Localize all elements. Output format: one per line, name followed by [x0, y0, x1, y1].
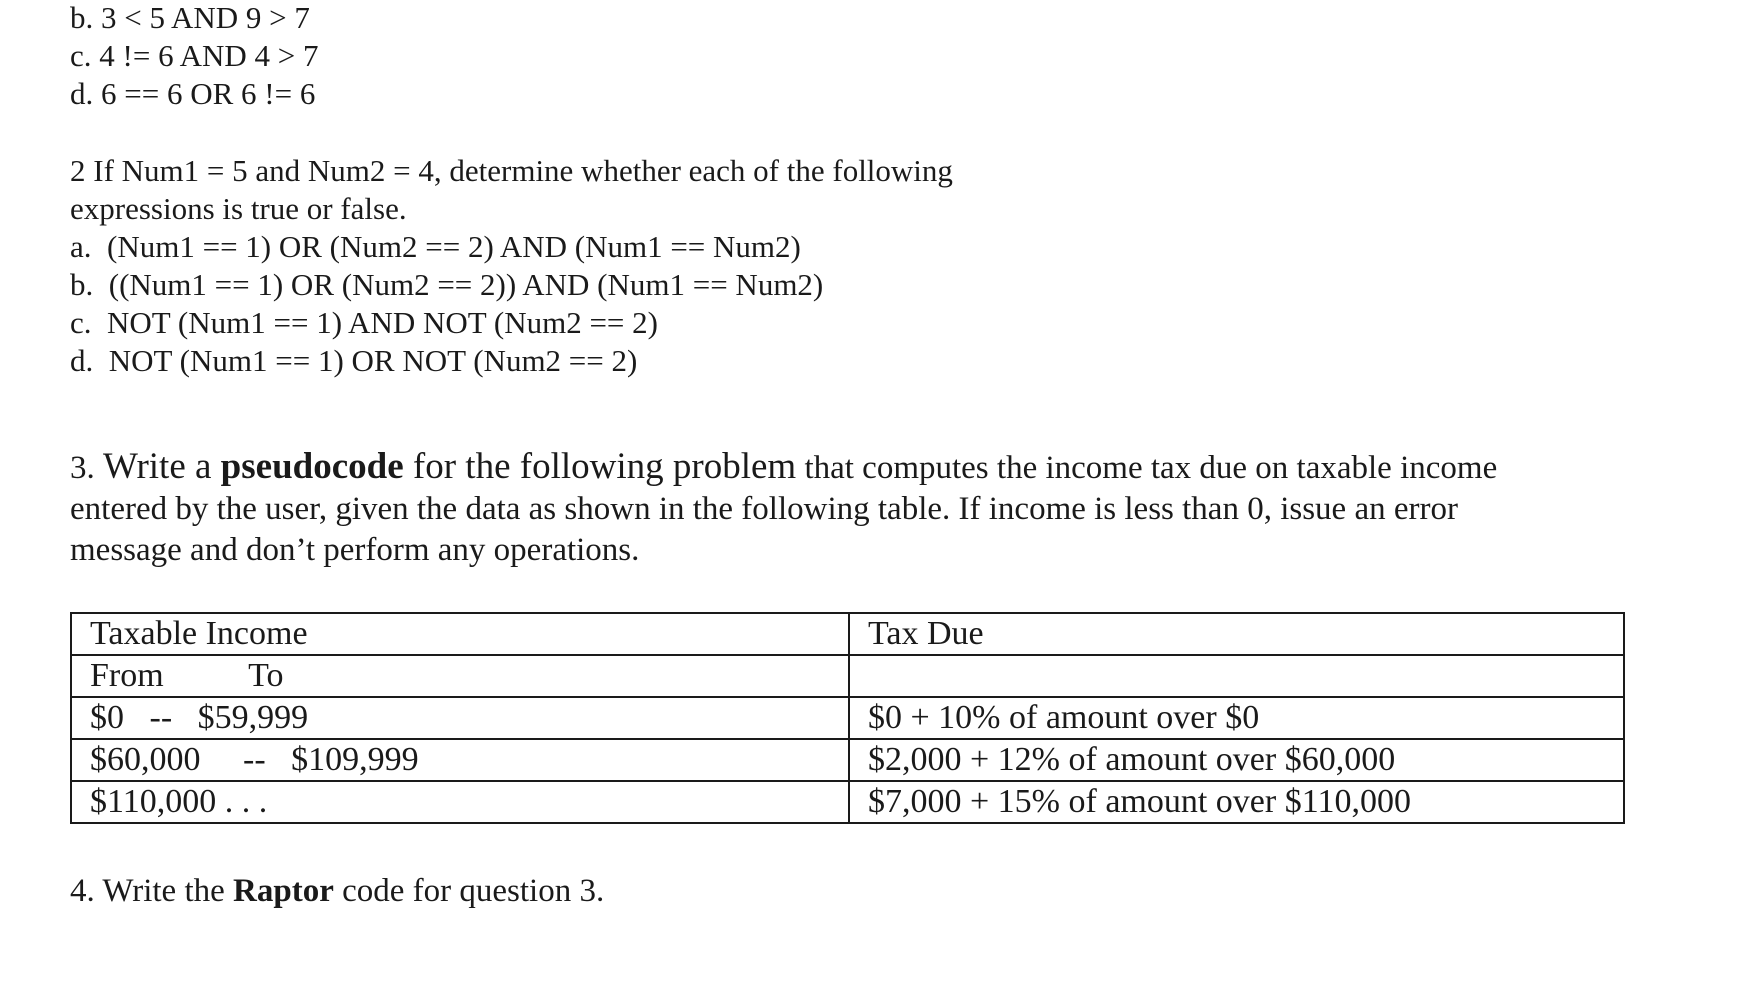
table-cell-tax-due: $7,000 + 15% of amount over $110,000 — [849, 781, 1624, 823]
table-cell-income-range: $60,000 -- $109,999 — [71, 739, 849, 781]
table-row — [71, 781, 1624, 823]
q3-line-1 — [70, 447, 1497, 488]
q1-item-c: c. 4 != 6 AND 4 > 7 — [70, 38, 319, 73]
q3-bold-pseudocode: pseudocode — [220, 446, 404, 487]
tax-table — [70, 612, 1625, 824]
table-cell-tax-due: $2,000 + 12% of amount over $60,000 — [849, 739, 1624, 781]
q3-number: 3. — [70, 450, 103, 486]
q2-item-d: d. NOT (Num1 == 1) OR NOT (Num2 == 2) — [70, 343, 638, 378]
q3-line-3: message and don’t perform any operations. — [70, 532, 640, 568]
q4-prefix: 4. Write the — [70, 873, 234, 909]
q2-item-c: c. NOT (Num1 == 1) AND NOT (Num2 == 2) — [70, 305, 658, 340]
q2-prompt-line-2: expressions is true or false. — [70, 191, 407, 226]
table-cell-income-range: $0 -- $59,999 — [71, 697, 849, 739]
q3-line-1-rest: that computes the income tax due on taxable income — [796, 450, 1498, 486]
q2-item-b: b. ((Num1 == 1) OR (Num2 == 2)) AND (Num1 == Num2) — [70, 267, 824, 302]
table-cell-income-range: $110,000 . . . — [71, 781, 849, 823]
table-header-taxable-income: Taxable Income — [71, 613, 849, 655]
table-header-row — [71, 613, 1624, 655]
q3-line-2: entered by the user, given the data as shown in the following table. If income is less than 0, issue an error — [70, 491, 1458, 527]
q1-item-b: b. 3 < 5 AND 9 > 7 — [70, 0, 310, 35]
table-header-tax-due: Tax Due — [849, 613, 1624, 655]
table-subheader-from-to: From To — [71, 655, 849, 697]
q3-lead-rest: for the following problem — [403, 446, 797, 487]
table-subheader-row — [71, 655, 1624, 697]
table-row — [71, 739, 1624, 781]
q4-line — [70, 873, 604, 909]
q1-item-d: d. 6 == 6 OR 6 != 6 — [70, 76, 316, 111]
q2-prompt-line-1: 2 If Num1 = 5 and Num2 = 4, determine whether each of the following — [70, 153, 953, 188]
q2-item-a: a. (Num1 == 1) OR (Num2 == 2) AND (Num1 == Num2) — [70, 229, 801, 264]
table-subheader-empty — [849, 655, 1624, 697]
q3-lead: Write a — [103, 446, 221, 487]
table-row — [71, 697, 1624, 739]
q4-suffix: code for question 3. — [333, 873, 605, 909]
q4-bold-raptor: Raptor — [233, 873, 334, 909]
table-cell-tax-due: $0 + 10% of amount over $0 — [849, 697, 1624, 739]
